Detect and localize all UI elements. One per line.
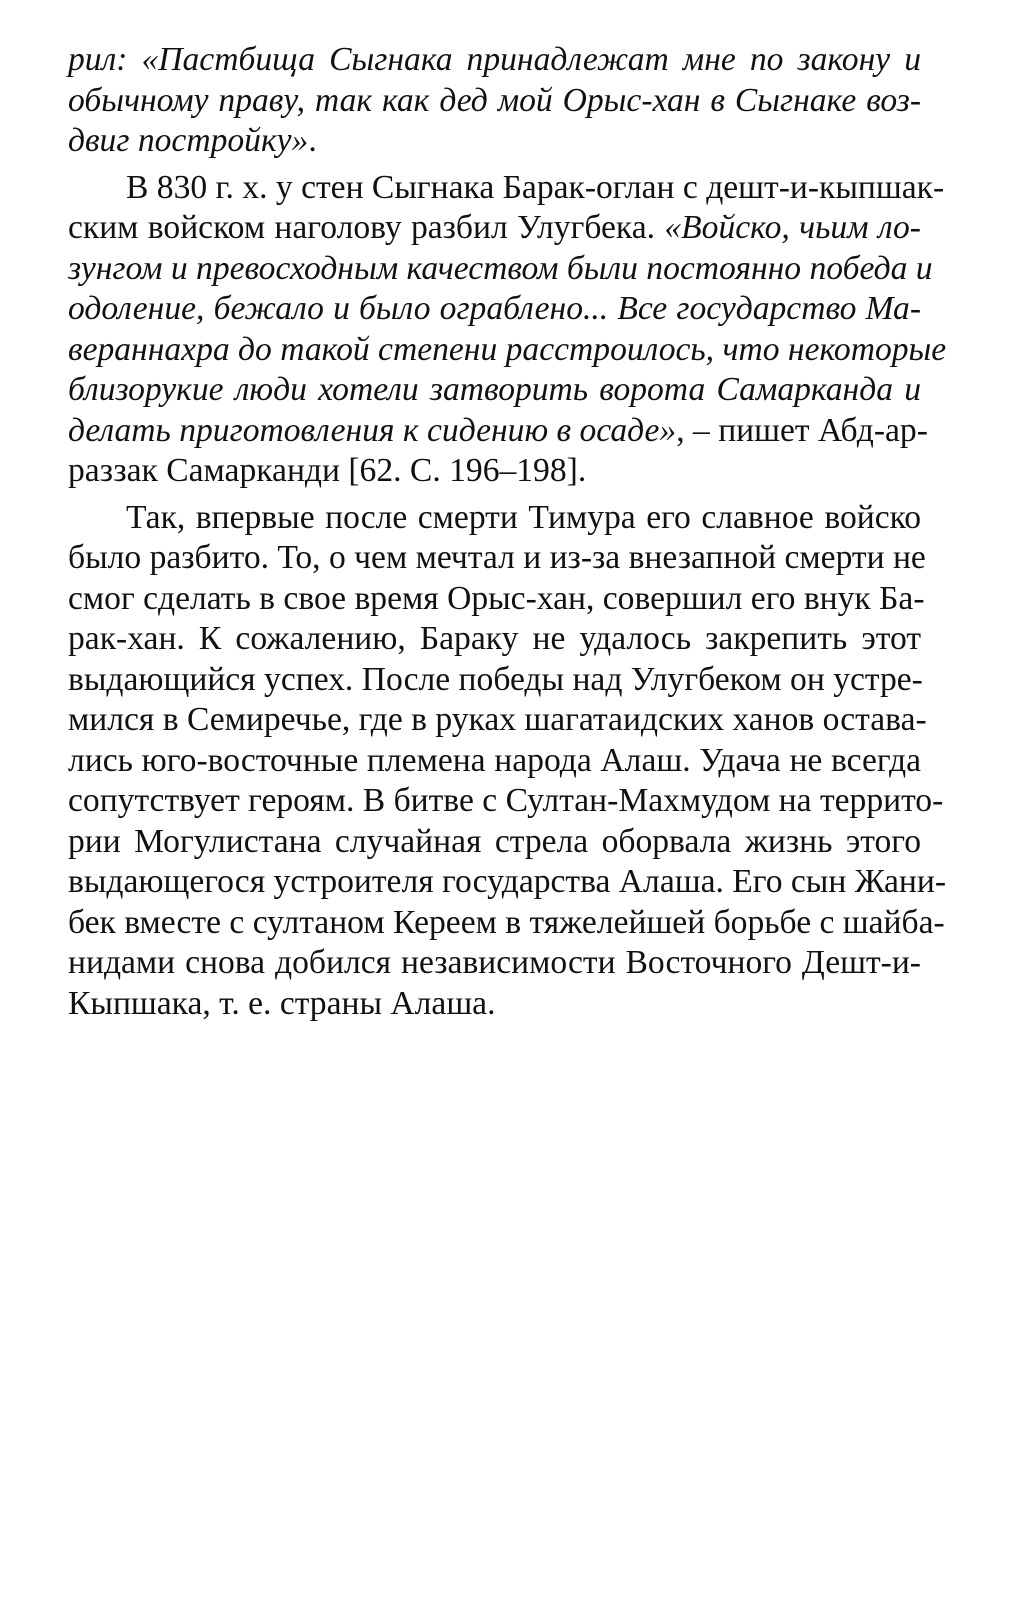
text: . [308,122,317,159]
text: выдающийся успех. После победы над Улугбеком он устре- [68,660,923,698]
italic-text: одоление, бежало и было ограблено... Все государство Ма- [68,290,921,327]
text-line [68,660,921,701]
text-line [68,862,946,903]
italic-text: зунгом и превосходным качеством были постоянно победа и [68,249,933,287]
text-line [68,984,921,1025]
text-line [68,411,928,452]
text-line [68,538,926,579]
text-line [68,943,921,984]
text: бек вместе с султаном Кереем в тяжелейшей борьбе с шайба- [68,903,945,941]
text: нидами снова добился независимости Восточного Дешт-и- [68,944,921,981]
text-line [68,579,925,620]
text: , – пишет Абд-ар- [676,411,928,449]
text: лись юго-восточные племена народа Алаш. Удача не всегда [68,741,921,779]
italic-text: близорукие люди хотели затворить ворота Самарканда и [68,371,921,408]
text: раззак Самарканди [62. С. 196–198]. [68,452,587,489]
italic-text: обычному праву, так как дед мой Орыс-хан в Сыгнаке воз- [68,81,921,119]
text-line [68,370,921,411]
italic-text: «Войско, чьим ло- [664,209,921,246]
text-line [68,741,921,782]
text-line [68,208,921,249]
text-line [68,168,945,209]
text-line [68,498,921,539]
paragraph [68,40,921,162]
paragraph [68,498,946,1025]
text: рии Могулистана случайная стрела оборвала жизнь этого [68,822,921,860]
text: Так, впервые после смерти Тимура его славное войско [126,498,921,536]
text: смог сделать в свое время Орыс-хан, совершил его внук Ба- [68,579,925,617]
italic-text: рил: «Пастбища Сыгнака принадлежат мне по закону и [68,41,921,78]
italic-text: вераннахра до такой степени расстроилось, что некоторые [68,330,947,368]
italic-text: делать приготовления к сидению в осаде» [68,411,677,449]
text-line [68,40,921,81]
text-line [68,330,947,371]
text-line [68,81,921,122]
italic-text: двиг постройку» [68,122,309,159]
text: было разбито. То, о чем мечтал и из-за внезапной смерти не [68,539,926,576]
text-line [68,451,921,492]
text-line [68,249,933,290]
text-line [68,822,921,863]
text: ским войском наголову разбил Улугбека. [68,209,665,246]
text-line [68,619,921,660]
document-page [68,40,947,1024]
text: выдающегося устроителя государства Алаша. Его сын Жани- [68,863,946,900]
text: В 830 г. х. у стен Сыгнака Барак-оглан с дешт-и-кыпшак- [126,168,945,206]
text: рак-хан. К сожалению, Бараку не удалось закрепить этот [68,620,921,657]
text-line [68,781,944,822]
text-line [68,289,921,330]
text-line [68,700,927,741]
text: мился в Семиречье, где в руках шагатаидских ханов остава- [68,701,927,738]
text-line [68,903,945,944]
paragraph [68,168,947,492]
text: Кыпшака, т. е. страны Алаша. [68,984,496,1022]
text: сопутствует героям. В битве с Султан-Махмудом на террито- [68,782,944,819]
text-line [68,121,921,162]
